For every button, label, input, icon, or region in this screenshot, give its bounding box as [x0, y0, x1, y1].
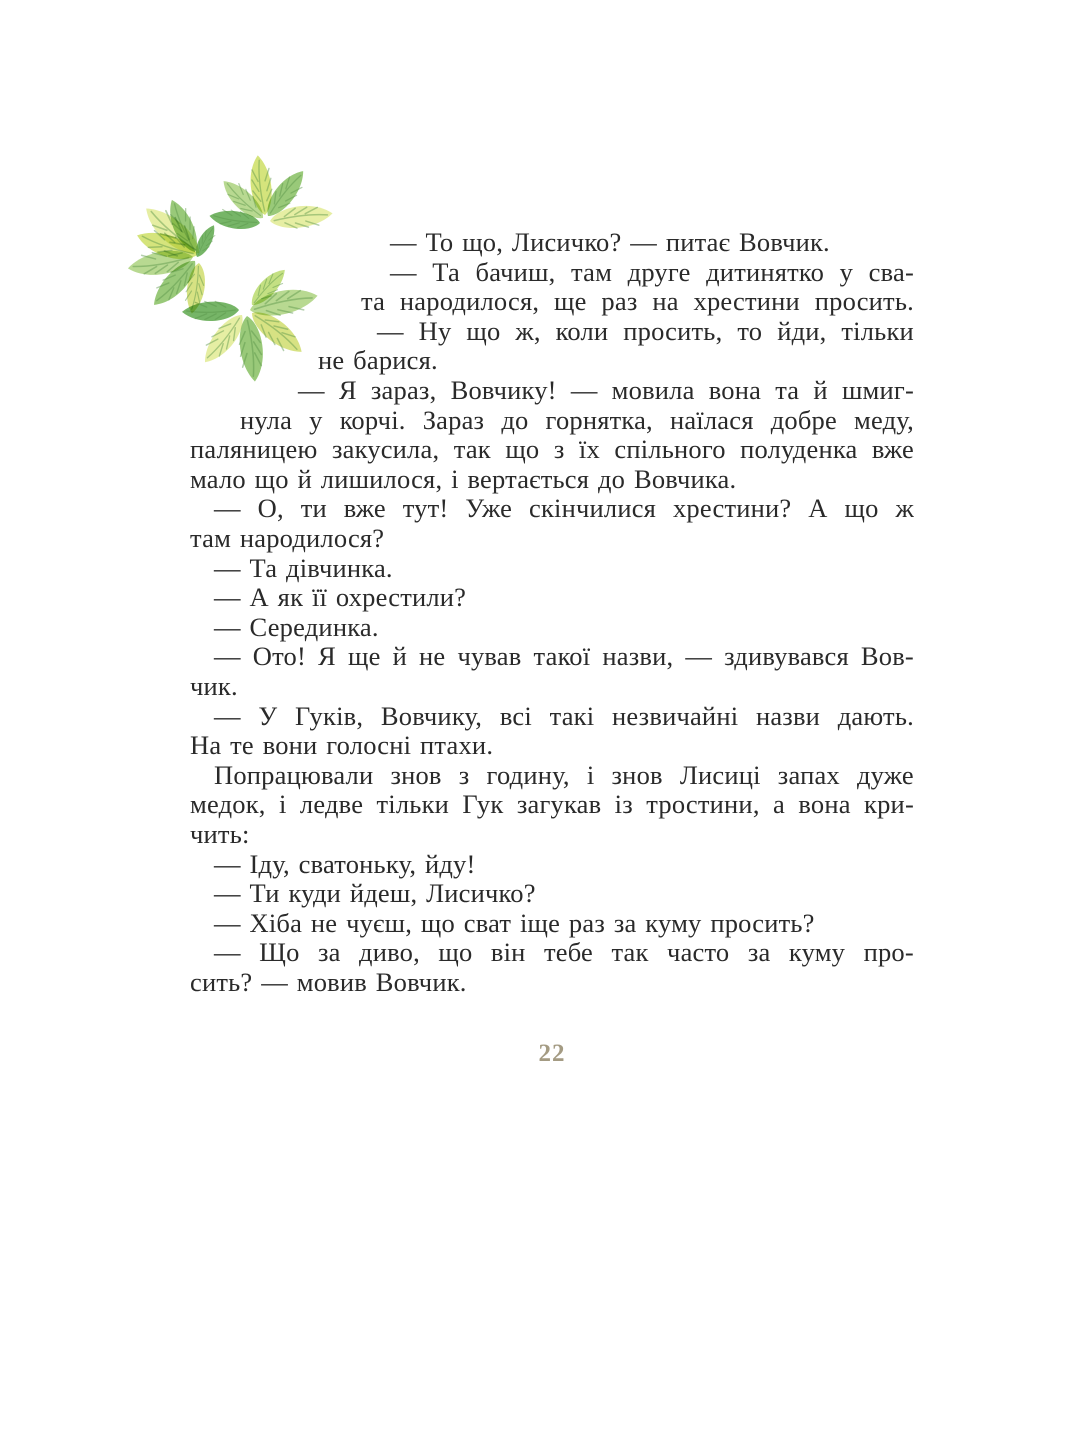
text-line: — Серединка. — [214, 612, 379, 642]
text-line: нула у корчі. Зараз до горнятка, наїлася добре меду, — [240, 405, 914, 435]
text-line: — У Гуків, Вовчику, всі такі незвичайні назви дають. — [214, 701, 914, 731]
text-line: — Хіба не чуєш, що сват іще раз за куму просить? — [214, 908, 815, 938]
text-line: та народилося, ще раз на хрестини просить. — [361, 286, 914, 316]
text-line: — А як її охрестили? — [214, 582, 467, 612]
text-line: мало що й лишилося, і вертається до Вовчика. — [190, 464, 737, 494]
text-line: — Та дівчинка. — [214, 553, 393, 583]
text-line: — Іду, сватоньку, йду! — [214, 849, 476, 879]
text-line: — Ти куди йдеш, Лисичко? — [214, 878, 536, 908]
text-line: — Я зараз, Вовчику! — мовила вона та й шмиг- — [298, 375, 914, 405]
text-line: — Ну що ж, коли просить, то йди, тільки — [377, 316, 914, 346]
page-number: 22 — [538, 1040, 566, 1067]
text-line: — О, ти вже тут! Уже скінчилися хрестини? А що ж — [214, 493, 914, 523]
text-line: чик. — [190, 671, 238, 701]
text-line: медок, і ледве тільки Гук загукав із тростини, а вона кри- — [190, 789, 914, 819]
text-line: не барися. — [318, 345, 438, 375]
text-line: сить? — мовив Вовчик. — [190, 967, 467, 997]
text-line: — То що, Лисичко? — питає Вовчик. — [390, 227, 830, 257]
text-line: — Та бачиш, там друге дитинятко у сва- — [390, 257, 914, 287]
text-line: паляницею закусила, так що з їх спільного полуденка вже — [190, 434, 914, 464]
text-line: — Що за диво, що він тебе так часто за куму про- — [214, 937, 914, 967]
text-line: — Ото! Я ще й не чував такої назви, — здивувався Вов- — [214, 641, 914, 671]
text-line: там народилося? — [190, 523, 385, 553]
text-line: Попрацювали знов з годину, і знов Лисиці запах дуже — [214, 760, 914, 790]
text-line: чить: — [190, 819, 250, 849]
text-line: На те вони голосні птахи. — [190, 730, 494, 760]
